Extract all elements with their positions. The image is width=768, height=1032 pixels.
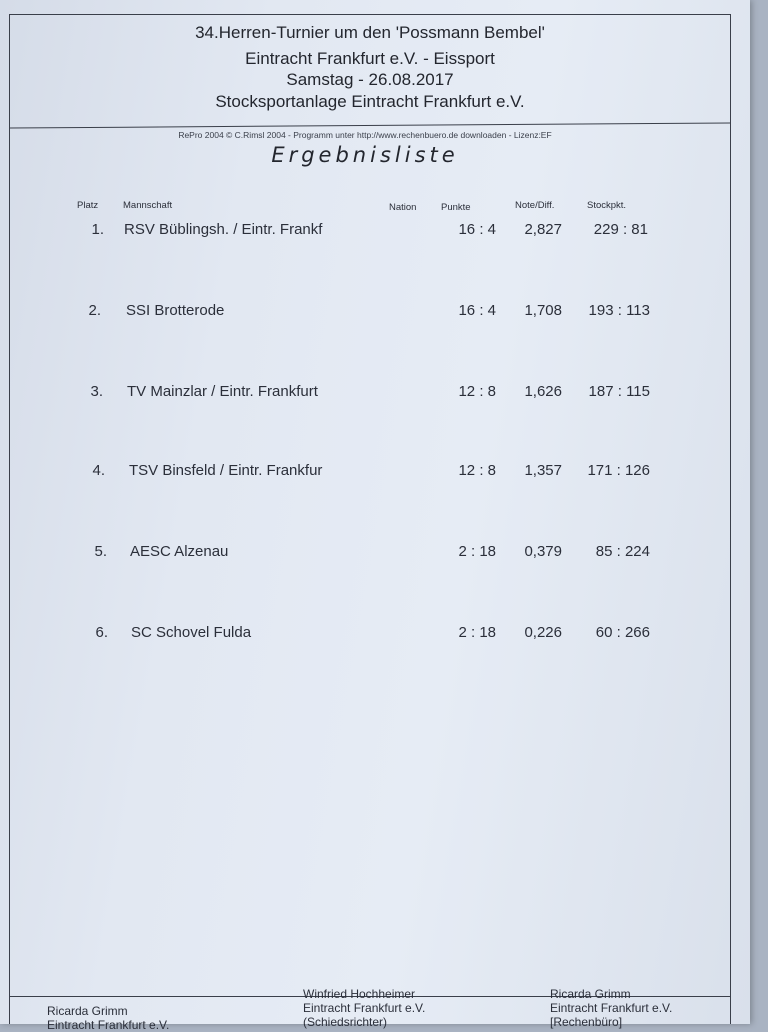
signature-right-role: [Rechenbüro]: [550, 1015, 623, 1029]
software-credit: RePro 2004 © C.Rimsl 2004 - Programm unter http://www.rechenbuero.de downloaden - Lizenz:EF: [178, 130, 552, 140]
rank: 4.: [92, 462, 105, 479]
signature-left: [47, 1004, 169, 1032]
stock-points: 60 : 266: [595, 624, 650, 641]
points: 12 : 8: [458, 383, 496, 400]
page-title: Ergebnisliste: [271, 143, 459, 167]
table-row: [0, 624, 730, 646]
signature-center-role: (Schiedsrichter): [303, 1015, 388, 1029]
points: 12 : 8: [458, 462, 496, 479]
column-header-mannschaft: Mannschaft: [123, 200, 173, 211]
points: 16 : 4: [458, 221, 496, 238]
note-diff: 0,226: [524, 624, 562, 641]
signature-left-club: Eintracht Frankfurt e.V.: [47, 1018, 170, 1032]
stock-points: 229 : 81: [593, 221, 648, 238]
stock-points: 171 : 126: [587, 462, 650, 479]
signature-right-club: Eintracht Frankfurt e.V.: [550, 1001, 673, 1015]
note-diff: 0,379: [524, 543, 562, 560]
signature-left-name: Ricarda Grimm: [47, 1004, 128, 1018]
team-name: TV Mainzlar / Eintr. Frankfurt: [127, 383, 318, 400]
team-name: SSI Brotterode: [126, 302, 225, 319]
rank: 5.: [94, 543, 107, 560]
rank: 2.: [88, 302, 101, 319]
note-diff: 1,626: [524, 383, 562, 400]
table-row: [0, 462, 730, 484]
table-row: [0, 383, 730, 405]
rank: 1.: [91, 221, 104, 238]
column-header-punkte: Punkte: [441, 202, 471, 213]
column-header-platz: Platz: [77, 200, 99, 211]
stock-points: 85 : 224: [595, 543, 650, 560]
stock-points: 193 : 113: [588, 302, 650, 319]
signature-center: [303, 987, 425, 1029]
rank: 6.: [95, 624, 108, 641]
team-name: SC Schovel Fulda: [131, 624, 252, 641]
signature-right-name: Ricarda Grimm: [550, 987, 631, 1001]
tournament-title: 34.Herren-Turnier um den 'Possmann Bembel': [195, 23, 545, 42]
venue-line: Stocksportanlage Eintracht Frankfurt e.V.: [215, 92, 525, 111]
signature-right: [550, 987, 672, 1029]
table-row: [0, 543, 730, 565]
note-diff: 1,708: [524, 302, 562, 319]
team-name: TSV Binsfeld / Eintr. Frankfur: [129, 462, 323, 479]
points: 2 : 18: [458, 624, 496, 641]
note-diff: 1,357: [524, 462, 562, 479]
header-divider: [10, 122, 730, 128]
team-name: AESC Alzenau: [130, 543, 229, 560]
column-header-note-diff: Note/Diff.: [515, 200, 555, 211]
signature-center-club: Eintracht Frankfurt e.V.: [303, 1001, 426, 1015]
points: 16 : 4: [458, 302, 496, 319]
signature-center-name: Winfried Hochheimer: [303, 987, 416, 1001]
team-name: RSV Büblingsh. / Eintr. Frankf: [124, 221, 323, 238]
column-header-nation: Nation: [389, 202, 417, 213]
points: 2 : 18: [458, 543, 496, 560]
table-row: [0, 221, 730, 243]
rank: 3.: [90, 383, 103, 400]
organizer-line: Eintracht Frankfurt e.V. - Eissport: [245, 49, 495, 68]
stock-points: 187 : 115: [588, 383, 650, 400]
column-header-stockpunkte: Stockpkt.: [587, 200, 627, 211]
note-diff: 2,827: [524, 221, 562, 238]
date-line: Samstag - 26.08.2017: [286, 70, 454, 89]
table-row: [0, 302, 730, 324]
